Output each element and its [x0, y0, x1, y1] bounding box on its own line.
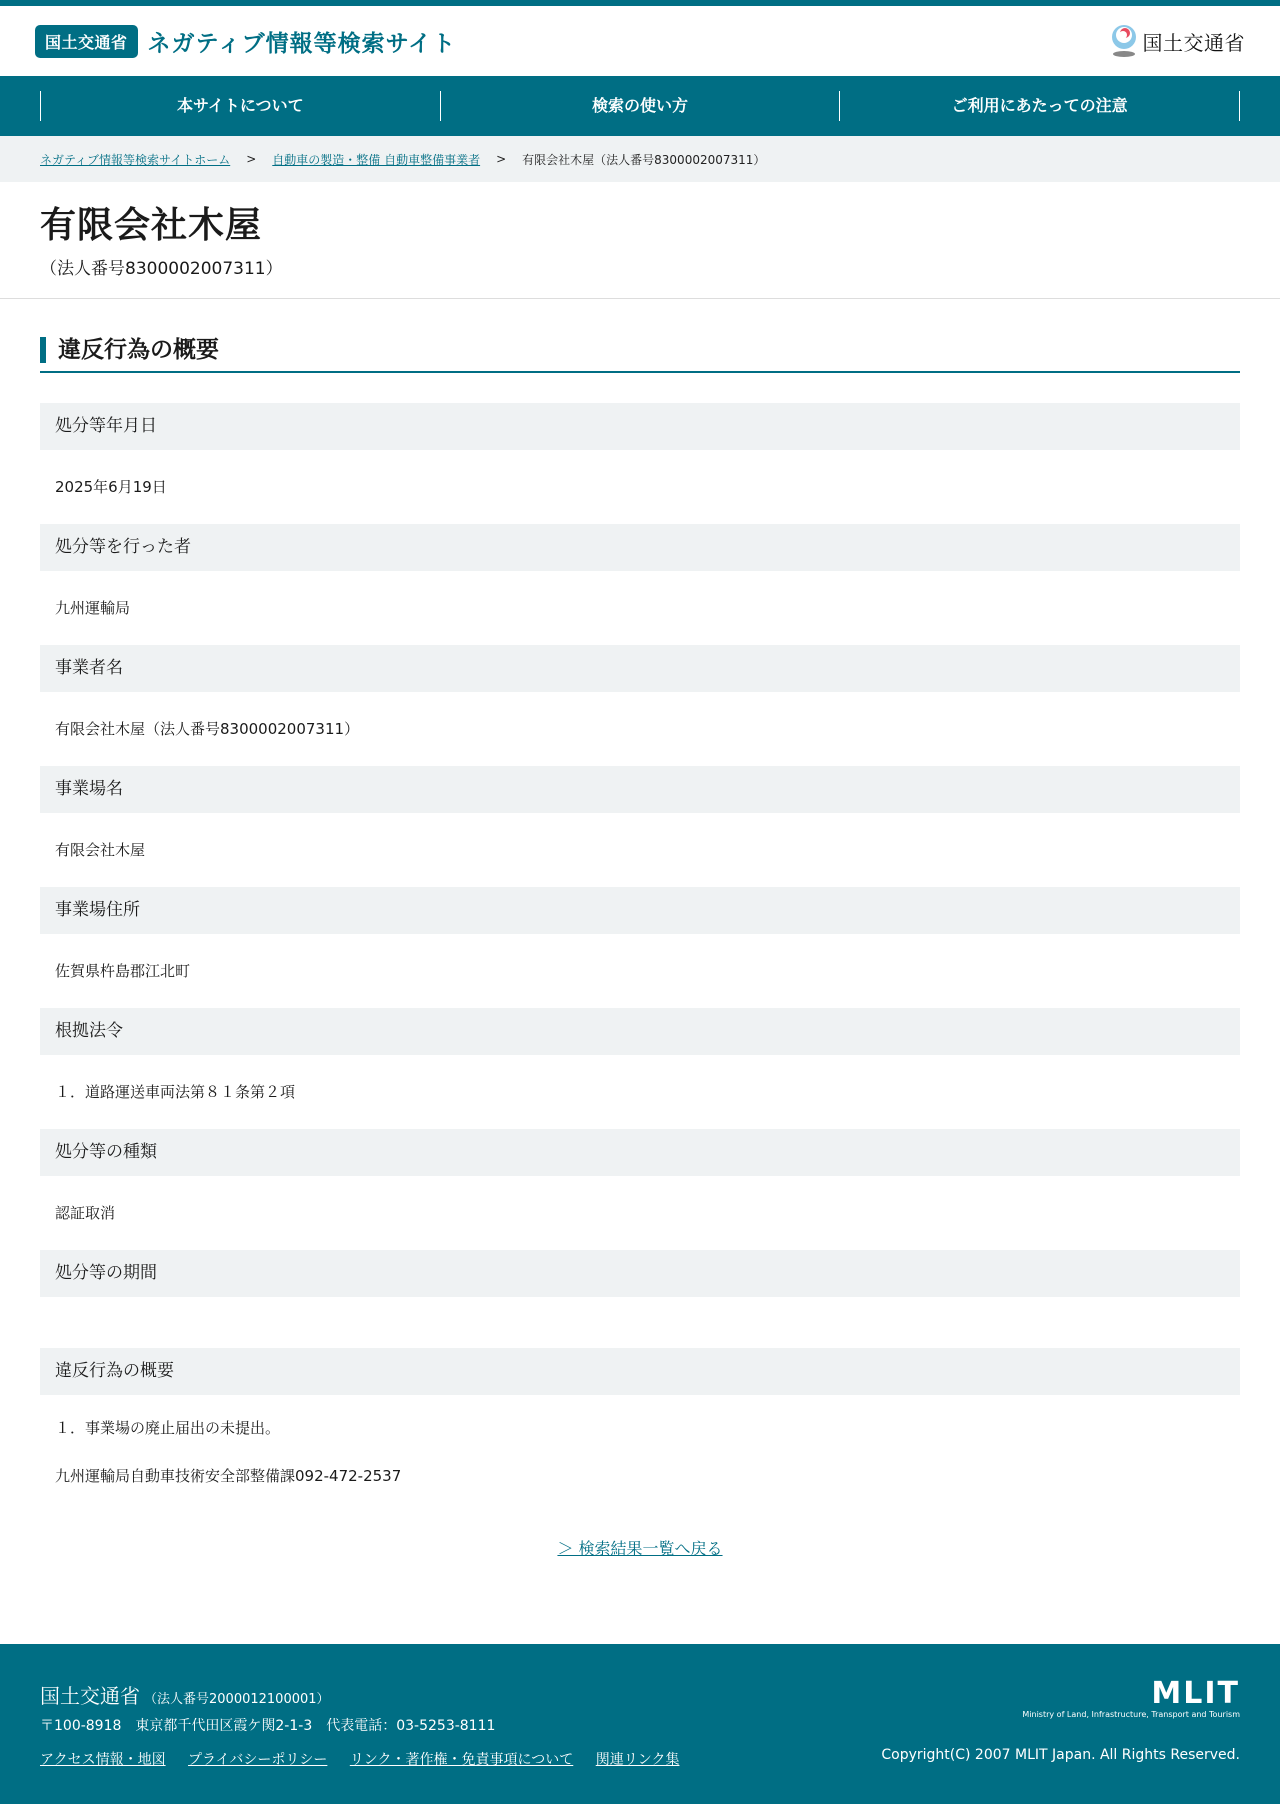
field-label-issuing-authority: 処分等を行った者 — [40, 524, 1240, 571]
field-label-site-address: 事業場住所 — [40, 887, 1240, 934]
field-value-disposition-date: 2025年6月19日 — [55, 478, 167, 496]
footer-link-related[interactable]: 関連リンク集 — [595, 1752, 680, 1768]
footer-org-name: 国土交通省 — [40, 1684, 140, 1708]
violation-summary-text: １．事業場の廃止届出の未提出。 — [55, 1419, 281, 1437]
field-label-disposition-period: 処分等の期間 — [40, 1250, 1240, 1297]
ministry-badge: 国土交通省 — [35, 25, 138, 58]
violation-details — [40, 403, 1240, 1486]
site-brand[interactable] — [35, 25, 456, 58]
field-value-disposition-type: 認証取消 — [55, 1204, 116, 1222]
back-link-container — [40, 1536, 1240, 1559]
field-label-legal-basis: 根拠法令 — [40, 1008, 1240, 1055]
footer-link-access[interactable]: アクセス情報・地図 — [40, 1752, 166, 1768]
field-value-site-address: 佐賀県杵島郡江北町 — [55, 962, 191, 980]
ministry-name: 国土交通省 — [1142, 30, 1245, 55]
field-value-issuing-authority: 九州運輸局 — [55, 599, 131, 617]
field-label-site-name: 事業場名 — [40, 766, 1240, 813]
breadcrumb-current: 有限会社木屋（法人番号8300002007311） — [522, 152, 766, 167]
mlit-logo: MLIT — [1151, 1676, 1240, 1711]
field-label-violation-summary: 違反行為の概要 — [40, 1348, 1240, 1395]
page-title: 有限会社木屋 — [40, 205, 263, 246]
field-value-business-name: 有限会社木屋（法人番号8300002007311） — [55, 720, 360, 738]
page-title-block — [0, 182, 1280, 299]
site-footer — [0, 1644, 1280, 1804]
footer-address: 〒100-8918 東京都千代田区霞ケ関2-1-3 代表電話：03-5253-8111 — [40, 1718, 496, 1734]
breadcrumb-category-link[interactable]: 自動車の製造・整備 自動車整備事業者 — [272, 152, 481, 167]
footer-brand — [881, 1676, 1240, 1763]
field-value-site-name: 有限会社木屋 — [55, 841, 146, 859]
field-value-violation-summary — [40, 1395, 1240, 1486]
copyright: Copyright(C) 2007 MLIT Japan. All Rights Reserved. — [881, 1747, 1240, 1763]
site-name: ネガティブ情報等検索サイト — [147, 30, 457, 57]
breadcrumb — [0, 136, 1280, 182]
footer-info — [40, 1680, 697, 1769]
breadcrumb-separator: > — [246, 152, 257, 166]
breadcrumb-separator: > — [496, 152, 507, 166]
corporate-number: （法人番号8300002007311） — [40, 259, 283, 279]
field-value-legal-basis: １．道路運送車両法第８１条第２項 — [55, 1083, 296, 1101]
breadcrumb-home-link[interactable]: ネガティブ情報等検索サイトホーム — [40, 152, 231, 167]
mlit-logo-subtitle: Ministry of Land, Infrastructure, Transport and Tourism — [1022, 1710, 1240, 1719]
field-label-disposition-date: 処分等年月日 — [40, 403, 1240, 450]
main-content — [0, 299, 1280, 1559]
nav-item-usage-notes[interactable]: ご利用にあたっての注意 — [839, 91, 1240, 121]
section-title: 違反行為の概要 — [40, 337, 1240, 363]
footer-org — [40, 1680, 697, 1709]
nav-item-about[interactable]: 本サイトについて — [40, 91, 440, 121]
back-to-results-link[interactable]: ＞ 検索結果一覧へ戻る — [557, 1539, 723, 1558]
ministry-logo[interactable] — [1109, 24, 1246, 58]
footer-link-copyright[interactable]: リンク・著作権・免責事項について — [349, 1752, 574, 1768]
section-heading — [40, 337, 1240, 373]
footer-links — [40, 1749, 697, 1769]
footer-org-number: （法人番号2000012100001） — [144, 1692, 330, 1707]
global-nav — [0, 76, 1280, 136]
field-label-business-name: 事業者名 — [40, 645, 1240, 692]
mlit-emblem-icon — [1109, 24, 1139, 58]
field-label-disposition-type: 処分等の種類 — [40, 1129, 1240, 1176]
footer-link-privacy[interactable]: プライバシーポリシー — [188, 1752, 328, 1768]
contact-info: 九州運輸局自動車技術安全部整備課092-472-2537 — [55, 1467, 402, 1485]
field-value-disposition-period — [40, 1297, 1240, 1348]
nav-item-how-to-search[interactable]: 検索の使い方 — [440, 91, 840, 121]
site-header — [0, 6, 1280, 76]
